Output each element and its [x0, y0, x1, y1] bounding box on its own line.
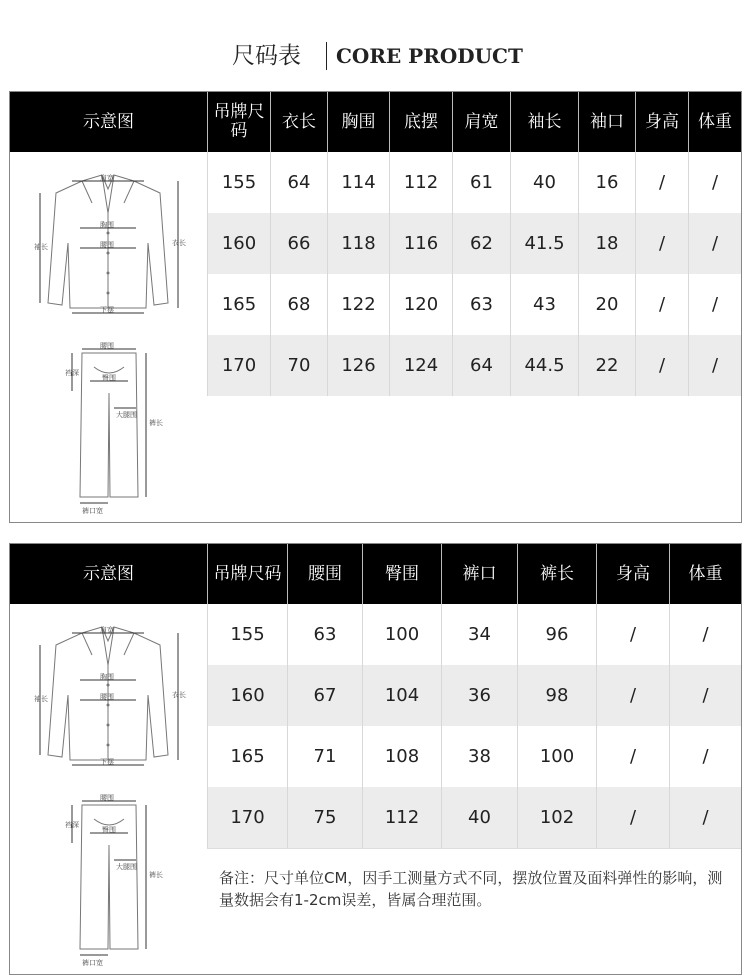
- cell-chest: 118: [327, 213, 389, 274]
- cell-size: 170: [207, 787, 287, 848]
- label-hem: 下摆: [100, 758, 114, 766]
- cell-weight: /: [688, 152, 741, 213]
- cell-sleeve: 43: [510, 274, 578, 335]
- header-cuff: 袖口: [578, 92, 635, 152]
- cell-weight: /: [669, 665, 741, 726]
- header-tag-size: 吊牌尺码: [207, 544, 287, 604]
- label-chest: 胸围: [100, 673, 114, 681]
- page-title: [0, 40, 750, 72]
- label-shoulder: 肩宽: [100, 626, 114, 634]
- cell-weight: /: [688, 274, 741, 335]
- cell-leg-opening: 36: [441, 665, 517, 726]
- label-pants-cuff: 裤口宽: [82, 959, 103, 967]
- label-rise: 裆深: [65, 821, 79, 829]
- cell-leg-opening: 34: [441, 604, 517, 665]
- label-hem: 下摆: [100, 306, 114, 314]
- cell-size: 155: [207, 152, 270, 213]
- cell-hem: 120: [389, 274, 452, 335]
- cell-waist: 63: [287, 604, 362, 665]
- table-row: [207, 335, 741, 396]
- label-pants-waist: 腰围: [100, 794, 114, 802]
- cell-hip: 108: [362, 726, 441, 787]
- header-diagram: 示意图: [83, 111, 134, 132]
- cell-hem: 124: [389, 335, 452, 396]
- label-pants-waist: 腰围: [100, 342, 114, 350]
- cell-weight: /: [669, 726, 741, 787]
- garment-diagram: [10, 153, 207, 522]
- label-hip: 臀围: [102, 374, 116, 382]
- cell-size: 155: [207, 604, 287, 665]
- cell-height: /: [635, 213, 688, 274]
- label-thigh: 大腿围: [116, 411, 137, 419]
- cell-size: 160: [207, 665, 287, 726]
- cell-waist: 71: [287, 726, 362, 787]
- header-sleeve: 袖长: [510, 92, 578, 152]
- cell-waist: 75: [287, 787, 362, 848]
- label-waist: 腰围: [100, 241, 114, 249]
- label-chest: 胸围: [100, 221, 114, 229]
- shirt-pants-illustration: [10, 153, 207, 522]
- header-hem: 底摆: [389, 92, 452, 152]
- size-table-pants: [9, 543, 742, 975]
- header-pants-length: 裤长: [517, 544, 596, 604]
- label-sleeve: 袖长: [34, 243, 48, 251]
- cell-hem: 116: [389, 213, 452, 274]
- cell-size: 160: [207, 213, 270, 274]
- header-diagram: 示意图: [83, 563, 134, 584]
- cell-height: /: [596, 604, 669, 665]
- cell-height: /: [596, 665, 669, 726]
- header-height: 身高: [635, 92, 688, 152]
- cell-pants-length: 98: [517, 665, 596, 726]
- header-weight: 体重: [669, 544, 741, 604]
- cell-cuff: 22: [578, 335, 635, 396]
- cell-shoulder: 61: [452, 152, 510, 213]
- cell-cuff: 16: [578, 152, 635, 213]
- cell-weight: /: [669, 787, 741, 848]
- cell-height: /: [635, 274, 688, 335]
- header-chest: 胸围: [327, 92, 389, 152]
- label-length: 衣长: [172, 239, 186, 247]
- cell-hip: 104: [362, 665, 441, 726]
- cell-size: 165: [207, 726, 287, 787]
- label-sleeve: 袖长: [34, 695, 48, 703]
- garment-diagram: [10, 605, 207, 974]
- header-hip: 臀围: [362, 544, 441, 604]
- cell-weight: /: [688, 335, 741, 396]
- table-row: [207, 787, 741, 848]
- cell-cuff: 18: [578, 213, 635, 274]
- size-table-top: [9, 91, 742, 523]
- cell-height: /: [596, 787, 669, 848]
- cell-chest: 114: [327, 152, 389, 213]
- cell-hip: 112: [362, 787, 441, 848]
- cell-height: /: [635, 335, 688, 396]
- cell-weight: /: [688, 213, 741, 274]
- cell-chest: 126: [327, 335, 389, 396]
- label-hip: 臀围: [102, 826, 116, 834]
- cell-shoulder: 63: [452, 274, 510, 335]
- size-note: 备注：尺寸单位CM，因手工测量方式不同，摆放位置及面料弹性的影响，测量数据会有1-2cm误差，皆属合理范围。: [207, 848, 741, 918]
- cell-pants-length: 100: [517, 726, 596, 787]
- cell-height: /: [596, 726, 669, 787]
- header-weight: 体重: [688, 92, 741, 152]
- header-waist: 腰围: [287, 544, 362, 604]
- cell-leg-opening: 38: [441, 726, 517, 787]
- cell-sleeve: 41.5: [510, 213, 578, 274]
- cell-leg-opening: 40: [441, 787, 517, 848]
- cell-length: 70: [270, 335, 327, 396]
- header-height: 身高: [596, 544, 669, 604]
- label-pants-cuff: 裤口宽: [82, 507, 103, 515]
- header-length: 衣长: [270, 92, 327, 152]
- label-pants-length: 裤长: [149, 419, 163, 427]
- cell-size: 165: [207, 274, 270, 335]
- cell-sleeve: 44.5: [510, 335, 578, 396]
- table-row: [207, 213, 741, 274]
- cell-shoulder: 64: [452, 335, 510, 396]
- cell-chest: 122: [327, 274, 389, 335]
- cell-weight: /: [669, 604, 741, 665]
- cell-length: 66: [270, 213, 327, 274]
- label-shoulder: 肩宽: [100, 174, 114, 182]
- table-header: [10, 544, 741, 604]
- cell-waist: 67: [287, 665, 362, 726]
- table-row: [207, 665, 741, 726]
- label-pants-length: 裤长: [149, 871, 163, 879]
- cell-size: 170: [207, 335, 270, 396]
- cell-sleeve: 40: [510, 152, 578, 213]
- label-waist: 腰围: [100, 693, 114, 701]
- cell-hem: 112: [389, 152, 452, 213]
- cell-height: /: [635, 152, 688, 213]
- page-title-cn: 尺码表: [232, 43, 301, 69]
- header-shoulder: 肩宽: [452, 92, 510, 152]
- cell-pants-length: 102: [517, 787, 596, 848]
- cell-cuff: 20: [578, 274, 635, 335]
- cell-length: 68: [270, 274, 327, 335]
- table-header: [10, 92, 741, 152]
- cell-pants-length: 96: [517, 604, 596, 665]
- label-length: 衣长: [172, 691, 186, 699]
- label-thigh: 大腿围: [116, 863, 137, 871]
- shirt-pants-illustration: [10, 605, 207, 974]
- header-leg-opening: 裤口: [441, 544, 517, 604]
- header-tag-size: 吊牌尺码: [207, 92, 270, 152]
- cell-length: 64: [270, 152, 327, 213]
- cell-hip: 100: [362, 604, 441, 665]
- page-title-en: CORE PRODUCT: [336, 44, 523, 68]
- cell-shoulder: 62: [452, 213, 510, 274]
- label-rise: 裆深: [65, 369, 79, 377]
- title-divider: [326, 42, 327, 70]
